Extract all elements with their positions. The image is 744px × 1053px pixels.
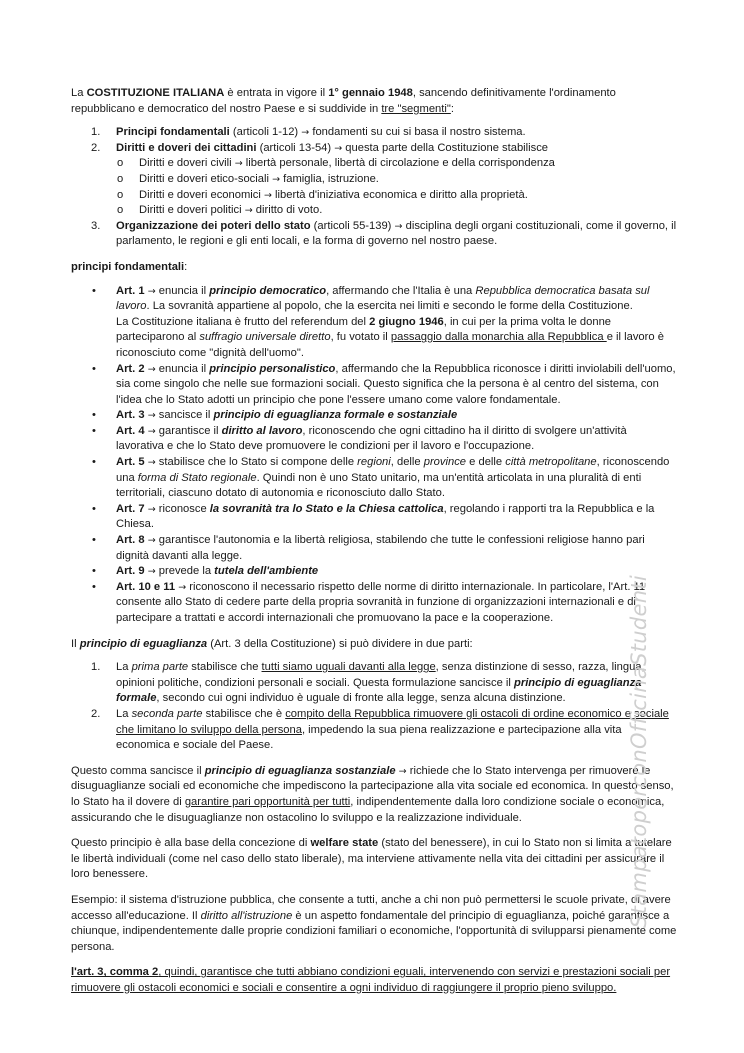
article-item-3 [71, 408, 677, 424]
intro-bold-costituzione: COSTITUZIONE ITALIANA [86, 87, 225, 99]
intro-paragraph [71, 86, 677, 117]
segment-text: fondamenti su cui si basa il nostro sistema. [309, 126, 526, 139]
article-italic: suffragio universale diretto [199, 331, 331, 344]
article-emphasis: tutela dell'ambiente [214, 565, 319, 578]
article-text: , affermando che l'Italia è una [326, 284, 476, 297]
intro-bold-date: 1° gennaio 1948 [328, 87, 413, 99]
sublist-item [71, 172, 677, 188]
bullet-icon: • [92, 424, 96, 437]
sublist-text: diritto di voto. [252, 204, 323, 217]
arrow-icon: → [147, 503, 156, 515]
article-italic: Repubblica democratica basata sul lavoro [116, 284, 650, 313]
article-text: , affermando che la Repubblica riconosce i diritti inviolabili dell'uomo, sia come singolo che nelle sue formazioni sociali. Questo significa che la persona è al centro del sistema, con l'idea che lo Stato adotti un principio che pone l'essere umano come valore fondamentale. [116, 362, 676, 406]
segments-list [71, 125, 677, 250]
article-label: Art. 3 [116, 409, 145, 422]
article-text: e delle [466, 456, 506, 469]
article-text: , riconoscendo che ogni cittadino ha il diritto di svolgere un'attività lavorativa e che lo Stato deve promuovere le condizioni per il lavoro e l'occupazione. [116, 424, 627, 453]
sublist-bullet-icon: o [117, 188, 124, 201]
article-label: Art. 5 [116, 456, 145, 469]
intro-underlined-segments: tre "segmenti" [381, 102, 451, 115]
article-italic: province [423, 456, 467, 469]
article-emphasis: principio personalistico [209, 362, 336, 375]
article-item-10-11 [71, 580, 677, 627]
sublist-bullet-icon: o [117, 172, 124, 185]
list-number: 3. [91, 219, 101, 232]
esempio-paragraph [71, 893, 677, 955]
part-text: , senza distinzione di sesso, razza, lingua, opinioni politiche, condizioni personali e sociali. Questa formulazione sancisce il [116, 661, 645, 689]
segment-title: Principi fondamentali [116, 126, 230, 139]
arrow-icon: → [147, 410, 156, 422]
part-text: stabilisce che è [202, 707, 286, 720]
article-label: Art. 2 [116, 362, 145, 375]
article-text: , delle [390, 456, 424, 469]
intro-text: : [450, 102, 454, 115]
bullet-icon: • [92, 409, 96, 422]
articles-list [71, 284, 677, 627]
article-italic: città metropolitane [505, 456, 597, 469]
article-label: Art. 1 [116, 284, 145, 297]
bullet-icon: • [92, 456, 96, 469]
article-text: enuncia il [155, 362, 210, 375]
rights-sublist [71, 156, 677, 218]
watermark-text: StampatoperconOfficinaStudenti [627, 575, 651, 928]
part-item [71, 660, 677, 707]
part-italic: prima parte [131, 661, 189, 674]
sublist-item [71, 203, 677, 219]
article-text: enuncia il [155, 284, 210, 297]
paragraph-text: Questo comma sancisce il [71, 764, 205, 777]
arrow-icon: → [147, 457, 156, 469]
article-emphasis: la sovranità tra lo Stato e la Chiesa cattolica [209, 502, 444, 515]
bullet-icon: • [92, 565, 96, 578]
article-text: garantisce il [155, 424, 222, 437]
arrow-icon: → [147, 535, 156, 547]
arrow-icon: → [263, 189, 272, 201]
arrow-icon: → [394, 220, 403, 232]
eguaglianza-parts-list [71, 660, 677, 754]
article-italic: regioni [357, 456, 391, 469]
arrow-icon: → [334, 142, 343, 154]
bullet-icon: • [92, 284, 96, 297]
arrow-icon: → [398, 765, 407, 777]
article-item-5 [71, 455, 677, 502]
article-label: Art. 10 e 11 [116, 580, 176, 593]
part-text: , secondo cui ogni individuo è uguale di fronte alla legge, senza alcuna distinzione. [156, 692, 566, 705]
intro-text: La [71, 87, 87, 99]
sublist-text: Diritti e doveri etico-sociali [139, 172, 273, 185]
segment-title: Diritti e doveri dei cittadini [116, 141, 257, 154]
part-underlined: tutti siamo uguali davanti alla legge [261, 661, 436, 674]
paragraph-text: è un aspetto fondamentale del principio di eguaglianza, poiché garantisce a chiunque, indipendentemente dalle proprie condizioni familiari o economiche, l'opportunità di svilupparsi pienamente come persona. [71, 909, 677, 953]
paragraph-text: (stato del benessere), in cui lo Stato non si limita a tutelare le libertà individuali (come nel caso dello stato liberale), ma interviene attivamente nella vita dei cittadini per assicurare il loro benessere. [71, 837, 672, 881]
section-heading-principi [71, 260, 677, 276]
bullet-icon: • [92, 580, 96, 593]
welfare-paragraph [71, 836, 677, 883]
article-text: riconosce [155, 502, 210, 515]
arrow-icon: → [147, 363, 156, 375]
paragraph-bold-underlined: l'art. 3, comma 2 [71, 966, 159, 979]
paragraph-text: , quindi, garantisce che tutti abbiano condizioni eguali, intervenendo con servizi e prestazioni sociali per rimuovere gli ostacoli economici e sociali e consentire a ogni individuo di raggiungere il proprio pieno sviluppo. [71, 966, 671, 994]
segment-text: questa parte della Costituzione stabilisce [342, 141, 549, 154]
article-underlined: passaggio dalla monarchia alla Repubblica [390, 331, 607, 344]
segment-title: Organizzazione dei poteri dello stato [116, 219, 311, 232]
article-item-4 [71, 424, 677, 455]
paragraph-underlined: garantire pari opportunità per tutti [184, 795, 351, 808]
arrow-icon: → [234, 158, 243, 170]
arrow-icon: → [178, 581, 187, 593]
arrow-icon: → [147, 285, 156, 297]
section-heading-text: principi fondamentali [71, 260, 185, 273]
part-text: La [116, 707, 132, 720]
segment-item [71, 125, 677, 141]
arrow-icon: → [244, 205, 253, 217]
document-page [71, 86, 677, 996]
part-underlined: compito della Repubblica rimuovere gli ostacoli di ordine economico e sociale che limitano lo sviluppo della persona [116, 707, 669, 736]
section-heading-colon: : [184, 260, 188, 273]
article-text: , riconoscendo una [116, 456, 670, 484]
segment-text: (articoli 55-139) [310, 219, 395, 232]
final-paragraph [71, 965, 677, 996]
part-text: La [116, 661, 132, 674]
part-item [71, 707, 677, 754]
sublist-text: libertà d'iniziativa economica e diritto alla proprietà. [271, 188, 528, 201]
article-label: Art. 8 [116, 534, 145, 547]
paragraph-text: richiede che lo Stato intervenga per rimuovere le disuguaglianze sociali ed economiche che impediscono la partecipazione alla vita sociale ed economica. In questo senso, lo Stato ha il dovere di [71, 764, 674, 808]
article-text: stabilisce che lo Stato si compone delle [155, 456, 358, 469]
article-item-8 [71, 533, 677, 564]
article-item-7 [71, 502, 677, 533]
article-italic: forma di Stato regionale [137, 471, 257, 484]
paragraph-text: Il [71, 637, 80, 650]
sublist-item [71, 188, 677, 204]
article-text: . La sovranità appartiene al popolo, che la esercita nei limiti e secondo le forme della Costituzione. [146, 300, 633, 313]
eguaglianza-intro-paragraph [71, 637, 677, 653]
sublist-text: libertà personale, libertà di circolazione e della corrispondenza [242, 157, 555, 170]
sublist-text: famiglia, istruzione. [280, 172, 379, 185]
sublist-bullet-icon: o [117, 204, 124, 217]
list-number: 2. [91, 707, 101, 720]
article-emphasis: principio di eguaglianza formale e sostanziale [213, 409, 458, 422]
paragraph-text: Esempio: il sistema d'istruzione pubblica, che consente a tutti, anche a chi non può permettersi le scuole private, di avere accesso all'educazione. Il [71, 893, 671, 922]
article-text: La Costituzione italiana è frutto del referendum del [116, 315, 370, 328]
paragraph-text: Questo principio è alla base della concezione di [71, 837, 311, 850]
article-item-2 [71, 362, 677, 409]
sublist-item [71, 156, 677, 172]
segment-item [71, 141, 677, 219]
arrow-icon: → [301, 127, 310, 139]
sublist-text: Diritti e doveri politici [139, 204, 245, 217]
list-number: 1. [91, 126, 101, 139]
segment-item [71, 219, 677, 250]
article-item-9 [71, 564, 677, 580]
list-number: 1. [91, 661, 101, 674]
part-text: , impedendo la sua piena realizzazione e partecipazione alla vita economica e sociale del Paese. [116, 723, 622, 752]
paragraph-emphasis: principio di eguaglianza [79, 637, 208, 650]
sublist-text: Diritti e doveri economici [139, 188, 264, 201]
article-text: sancisce il [155, 409, 214, 422]
article-label: Art. 4 [116, 424, 145, 437]
article-emphasis: diritto al lavoro [221, 424, 303, 437]
article-text: e il lavoro è riconosciuto come "dignità dell'uomo". [116, 331, 664, 359]
article-text: , in cui per la prima volta le donne parteciparono al [116, 315, 612, 344]
paragraph-italic: diritto all'istruzione [200, 909, 293, 922]
intro-text: è entrata in vigore il [224, 87, 329, 99]
sublist-bullet-icon: o [117, 157, 124, 170]
arrow-icon: → [272, 173, 281, 185]
bullet-icon: • [92, 362, 96, 375]
article-label: Art. 7 [116, 502, 145, 515]
article-text: garantisce l'autonomia e la libertà religiosa, stabilendo che tutte le confessioni religiose hanno pari dignità davanti alla legge. [116, 534, 645, 562]
bullet-icon: • [92, 534, 96, 547]
paragraph-text: , indipendentemente dalla loro condizione sociale o economica, assicurando che le disuguaglianze non ostacolino lo sviluppo e la realizzazione individuale. [71, 795, 665, 824]
article-label: Art. 9 [116, 565, 145, 578]
paragraph-emphasis: principio di eguaglianza sostanziale [204, 764, 396, 777]
article-text: , fu votato il [330, 331, 391, 344]
article-text: riconoscono il necessario rispetto delle norme di diritto internazionale. In particolare, l'Art. 11 consente allo Stato di cedere parte della propria sovranità in funzione di organizzazioni internazionali e di partecipare a trattati e accordi internazionali che promuovano la pace e la cooperazione. [116, 580, 646, 624]
article-text: . Quindi non è uno Stato unitario, ma un'entità articolata in una pluralità di enti territoriali, ciascuno dotato di autonomia e riconosciuto dallo Stato. [116, 471, 642, 500]
article-text: prevede la [155, 565, 215, 578]
sublist-text: Diritti e doveri civili [139, 157, 235, 170]
article-bold-date: 2 giugno 1946 [369, 315, 444, 328]
sostanziale-paragraph [71, 764, 677, 826]
list-number: 2. [91, 141, 101, 154]
arrow-icon: → [147, 566, 156, 578]
paragraph-bold: welfare state [310, 837, 379, 850]
article-text: , regolando i rapporti tra la Repubblica e la Chiesa. [116, 502, 655, 531]
intro-text: , sancendo definitivamente l'ordinamento repubblicano e democratico del nostro Paese e si suddivide in [71, 87, 616, 115]
arrow-icon: → [147, 425, 156, 437]
part-emphasis: principio di eguaglianza formale [116, 676, 642, 705]
part-italic: seconda parte [131, 707, 203, 720]
article-item-1 [71, 284, 677, 362]
segment-text: (articoli 1-12) [229, 126, 302, 139]
segment-text: (articoli 13-54) [256, 141, 335, 154]
article-emphasis: principio democratico [209, 284, 327, 297]
paragraph-text: (Art. 3 della Costituzione) si può dividere in due parti: [207, 637, 473, 650]
segment-text: disciplina degli organi costituzionali, come il governo, il parlamento, le regioni e gli enti locali, e la forma di governo nel nostro paese. [116, 219, 677, 248]
bullet-icon: • [92, 502, 96, 515]
part-text: stabilisce che [188, 661, 262, 674]
